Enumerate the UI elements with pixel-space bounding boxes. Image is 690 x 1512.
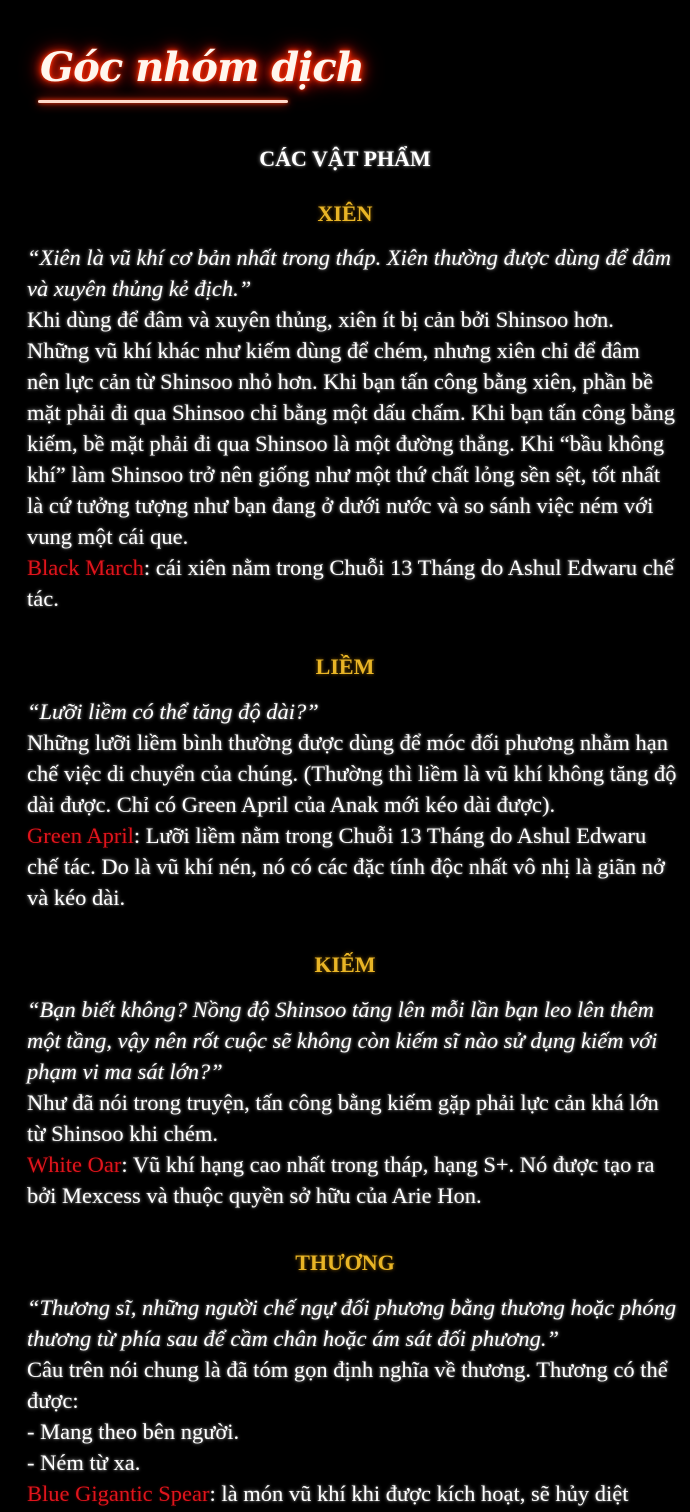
weapon-name: Blue Gigantic Spear — [27, 1481, 210, 1506]
section-title-thuong: THƯƠNG — [295, 1250, 395, 1275]
section-kiem-content — [27, 994, 677, 1211]
logo-text: Góc nhóm dịch — [40, 44, 364, 91]
weapon-entry — [27, 552, 677, 614]
section-body: Như đã nói trong truyện, tấn công bằng kiếm gặp phải lực cản khá lớn từ Shinsoo khi chém. — [27, 1090, 659, 1146]
section-title-kiem: KIẾM — [314, 952, 376, 977]
weapon-name: White Oar — [27, 1152, 122, 1177]
weapon-name: Black March — [27, 555, 144, 580]
bullet-item: - Ném từ xa. — [27, 1450, 141, 1475]
page-title: CÁC VẬT PHẨM — [259, 146, 431, 171]
section-body: Câu trên nói chung là đã tóm gọn định nghĩa về thương. Thương có thể được: — [27, 1357, 668, 1413]
weapon-entry — [27, 1149, 677, 1211]
weapon-description: : Lưỡi liềm nằm trong Chuỗi 13 Tháng do Ashul Edwaru chế tác. Do là vũ khí nén, nó có các đặc tính độc nhất vô nhị là giãn nở và kéo dài. — [27, 823, 665, 910]
weapon-name: Green April — [27, 823, 134, 848]
section-title-liem: LIỀM — [315, 654, 375, 679]
logo-underline — [38, 100, 288, 103]
section-body: Khi dùng để đâm và xuyên thủng, xiên ít bị cản bởi Shinsoo hơn. Những vũ khí khác như kiếm dùng để chém, nhưng xiên chỉ để đâm nên lực cản từ Shinsoo nhỏ hơn. Khi bạn tấn công bằng xiên, phần bề mặt phải đi qua Shinsoo chỉ bằng một dấu chấm. Khi bạn tấn công bằng kiếm, bề mặt phải đi qua Shinsoo là một đường thẳng. Khi “bầu không khí” làm Shinsoo trở nên giống như một thứ chất lỏng sền sệt, tốt nhất là cứ tưởng tượng như bạn đang ở dưới nước và so sánh việc ném với vung một cái que. — [27, 307, 675, 549]
section-quote: “Lưỡi liềm có thể tăng độ dài?” — [27, 699, 319, 724]
section-xien-content — [27, 242, 677, 614]
bullet-item: - Mang theo bên người. — [27, 1419, 240, 1444]
section-title-xien: XIÊN — [317, 201, 373, 226]
weapon-entry — [27, 820, 677, 913]
group-logo — [36, 44, 364, 106]
weapon-description: : Vũ khí hạng cao nhất trong tháp, hạng S+. Nó được tạo ra bởi Mexcess và thuộc quyền sở hữu của Arie Hon. — [27, 1152, 655, 1208]
section-quote: “Bạn biết không? Nồng độ Shinsoo tăng lên mỗi lần bạn leo lên thêm một tầng, vậy nên rốt cuộc sẽ không còn kiếm sĩ nào sử dụng kiếm với phạm vi ma sát lớn?” — [27, 997, 658, 1084]
section-liem-content — [27, 696, 677, 913]
section-body: Những lưỡi liềm bình thường được dùng để móc đối phương nhằm hạn chế việc di chuyển của chúng. (Thường thì liềm là vũ khí không tăng độ dài được. Chỉ có Green April của Anak mới kéo dài được). — [27, 730, 677, 817]
section-thuong-content — [27, 1292, 677, 1509]
weapon-entry — [27, 1478, 677, 1509]
weapon-description: : là món vũ khí khi được kích hoạt, sẽ hủy diệt — [209, 1481, 629, 1506]
section-quote: “Thương sĩ, những người chế ngự đối phương bằng thương hoặc phóng thương từ phía sau để cầm chân hoặc ám sát đối phương.” — [27, 1295, 677, 1351]
section-quote: “Xiên là vũ khí cơ bản nhất trong tháp. Xiên thường được dùng để đâm và xuyên thủng kẻ địch.” — [27, 245, 672, 301]
weapon-description: : cái xiên nằm trong Chuỗi 13 Tháng do Ashul Edwaru chế tác. — [27, 555, 674, 611]
